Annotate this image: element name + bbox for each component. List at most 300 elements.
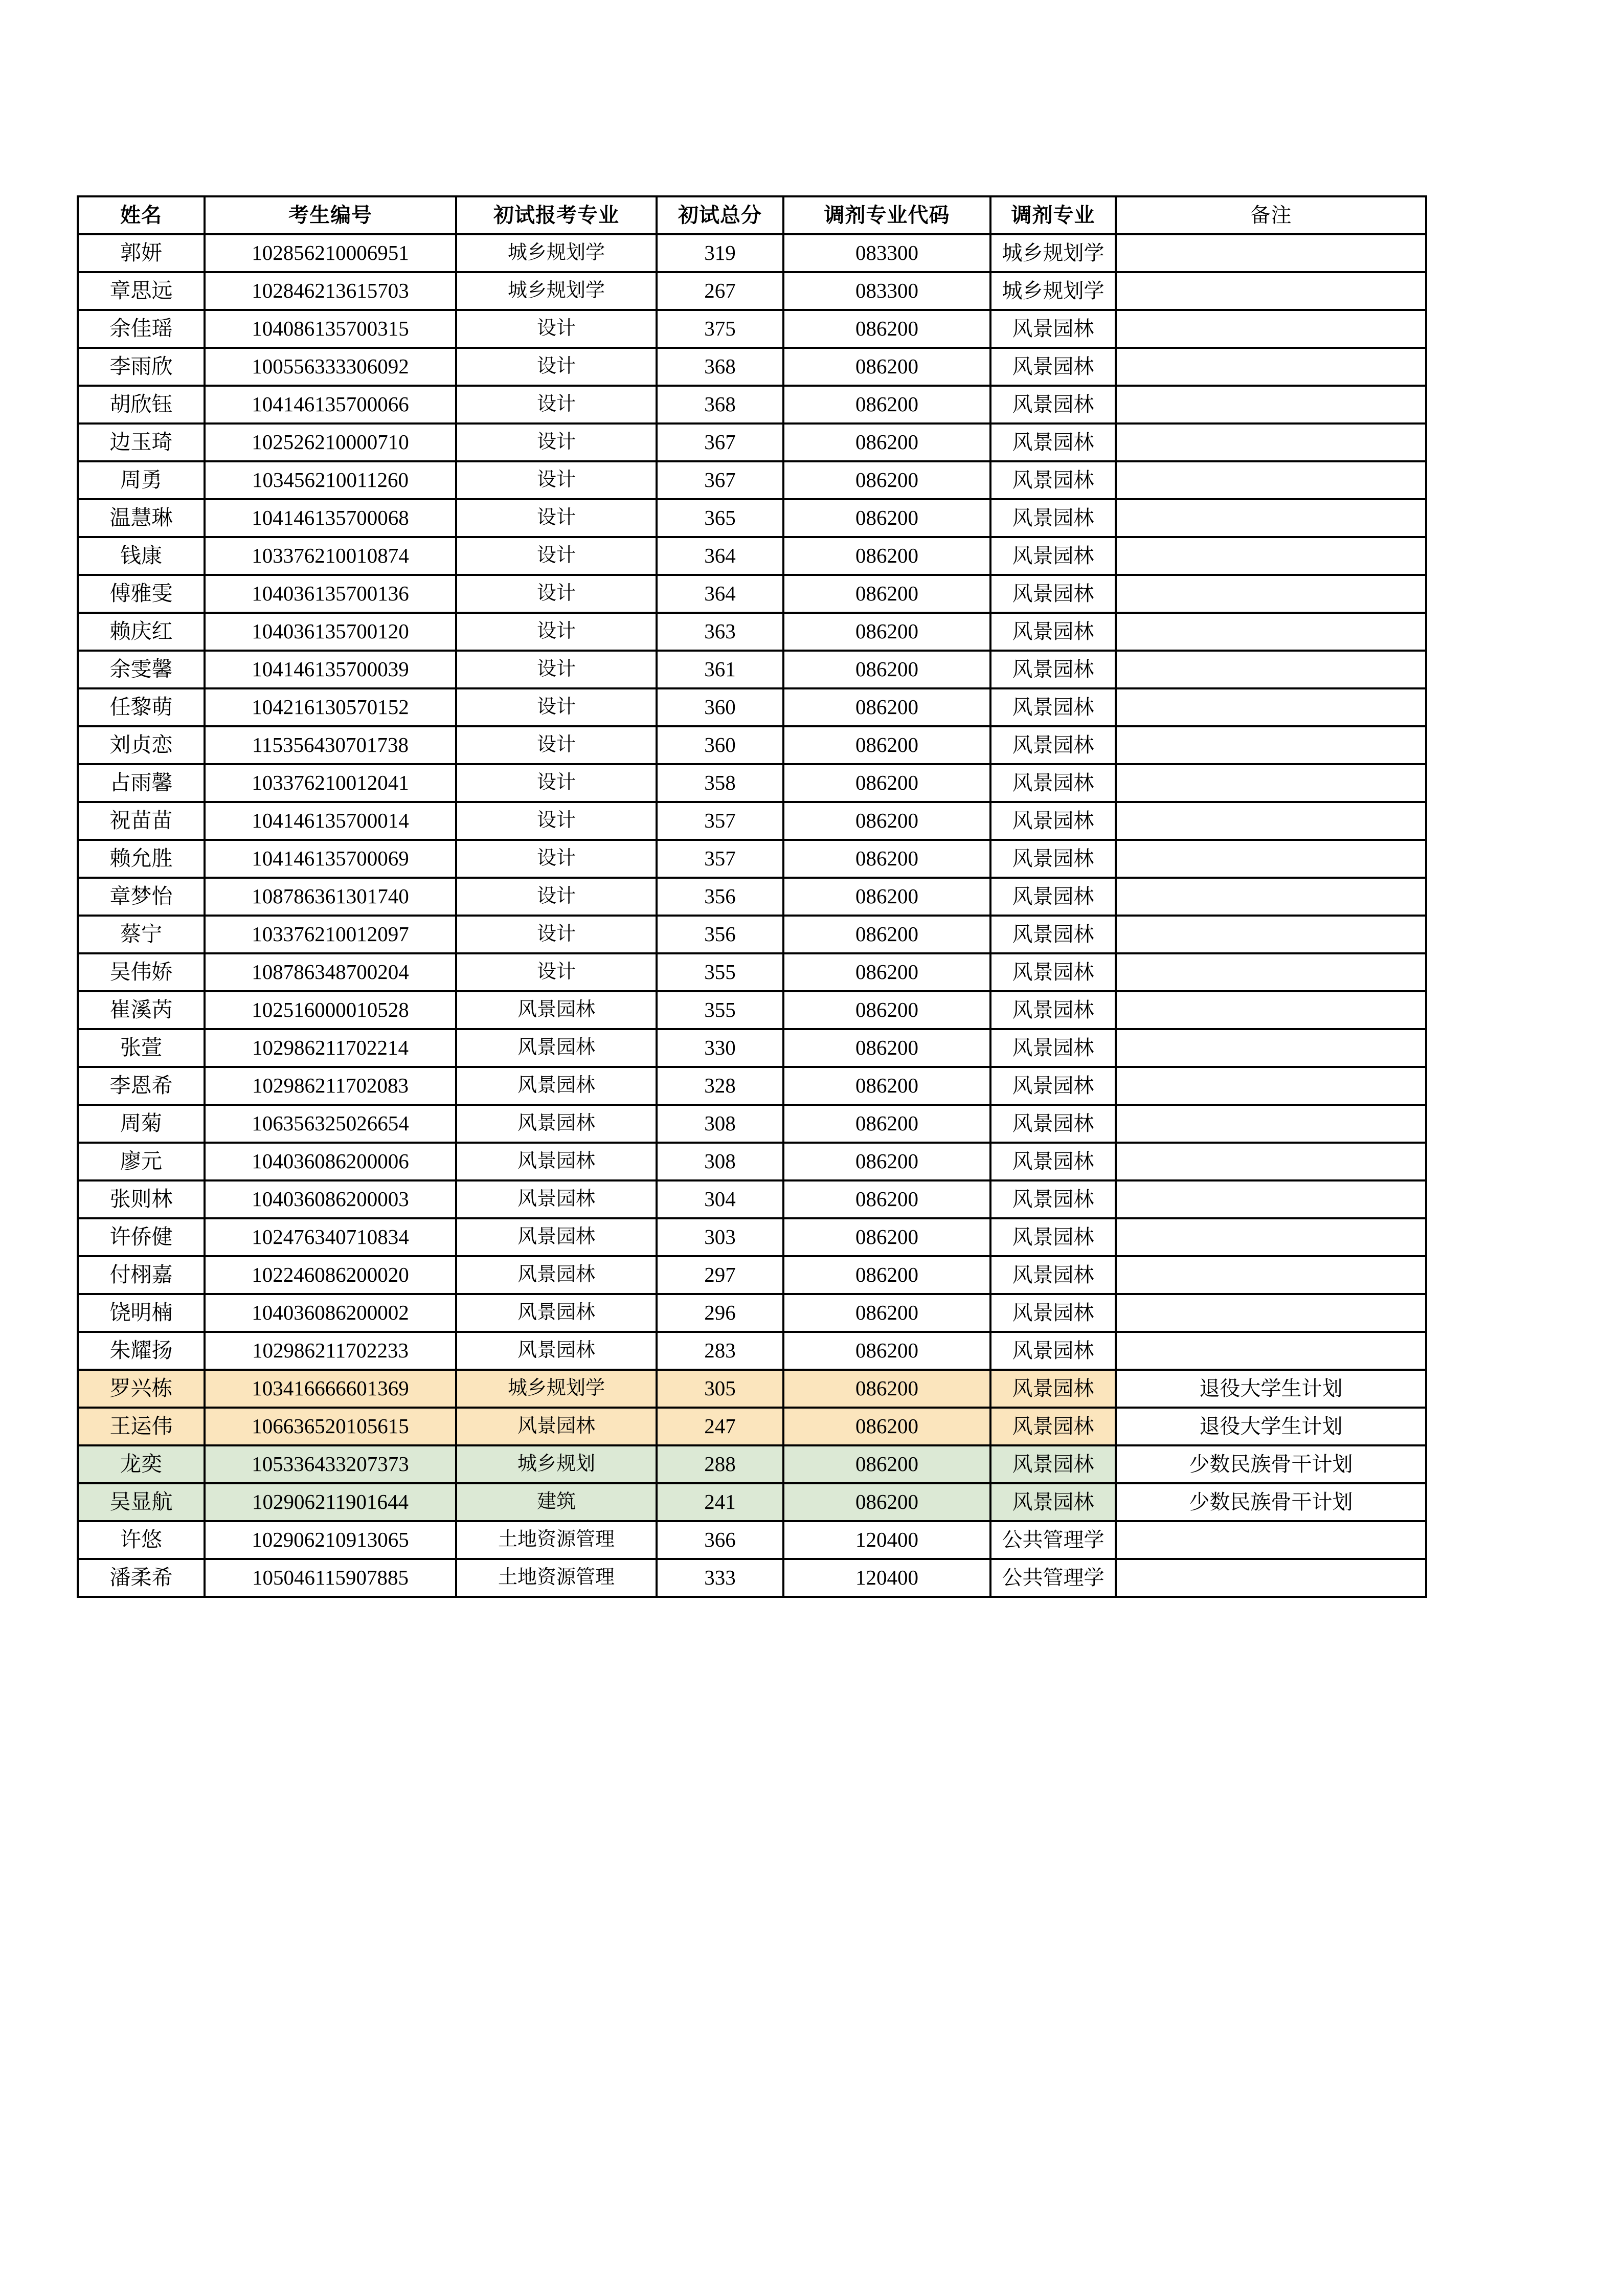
cell-major[interactable]: 城乡规划学 (456, 1370, 657, 1408)
cell-score[interactable]: 365 (657, 499, 783, 537)
cell-code[interactable]: 086200 (783, 1143, 990, 1180)
cell-code[interactable]: 086200 (783, 1445, 990, 1483)
cell-score[interactable]: 375 (657, 310, 783, 348)
cell-tmajor[interactable]: 风景园林 (990, 916, 1116, 953)
cell-name[interactable]: 傅雅雯 (78, 575, 205, 613)
cell-id[interactable]: 104036086200002 (205, 1294, 456, 1332)
cell-major[interactable]: 设计 (456, 310, 657, 348)
cell-code[interactable]: 086200 (783, 1218, 990, 1256)
cell-score[interactable]: 357 (657, 840, 783, 878)
cell-name[interactable]: 朱耀扬 (78, 1332, 205, 1370)
cell-score[interactable]: 297 (657, 1256, 783, 1294)
cell-remark[interactable] (1116, 1105, 1426, 1143)
cell-remark[interactable] (1116, 613, 1426, 651)
cell-major[interactable]: 风景园林 (456, 1256, 657, 1294)
cell-tmajor[interactable]: 风景园林 (990, 423, 1116, 461)
cell-id[interactable]: 102856210006951 (205, 234, 456, 272)
table-row[interactable] (78, 1180, 1426, 1218)
cell-remark[interactable] (1116, 499, 1426, 537)
table-row[interactable] (78, 991, 1426, 1029)
cell-code[interactable]: 086200 (783, 840, 990, 878)
cell-tmajor[interactable]: 风景园林 (990, 1180, 1116, 1218)
cell-id[interactable]: 106356325026654 (205, 1105, 456, 1143)
cell-code[interactable]: 086200 (783, 764, 990, 802)
table-row[interactable] (78, 1218, 1426, 1256)
cell-major[interactable]: 风景园林 (456, 1180, 657, 1218)
cell-name[interactable]: 吴显航 (78, 1483, 205, 1521)
cell-id[interactable]: 104036086200003 (205, 1180, 456, 1218)
cell-score[interactable]: 308 (657, 1143, 783, 1180)
cell-code[interactable]: 086200 (783, 1408, 990, 1445)
table-row[interactable] (78, 1521, 1426, 1559)
cell-tmajor[interactable]: 风景园林 (990, 1408, 1116, 1445)
cell-tmajor[interactable]: 风景园林 (990, 348, 1116, 386)
cell-major[interactable]: 风景园林 (456, 991, 657, 1029)
cell-remark[interactable] (1116, 953, 1426, 991)
cell-major[interactable]: 设计 (456, 726, 657, 764)
cell-major[interactable]: 风景园林 (456, 1105, 657, 1143)
cell-major[interactable]: 设计 (456, 386, 657, 423)
cell-id[interactable]: 104146135700069 (205, 840, 456, 878)
cell-code[interactable]: 086200 (783, 991, 990, 1029)
cell-score[interactable]: 296 (657, 1294, 783, 1332)
cell-tmajor[interactable]: 风景园林 (990, 688, 1116, 726)
cell-score[interactable]: 368 (657, 348, 783, 386)
cell-name[interactable]: 龙奕 (78, 1445, 205, 1483)
cell-tmajor[interactable]: 风景园林 (990, 1105, 1116, 1143)
cell-name[interactable]: 周勇 (78, 461, 205, 499)
cell-tmajor[interactable]: 风景园林 (990, 386, 1116, 423)
table-header (78, 196, 1426, 234)
cell-tmajor[interactable]: 风景园林 (990, 764, 1116, 802)
cell-id[interactable]: 104216130570152 (205, 688, 456, 726)
cell-code[interactable]: 086200 (783, 613, 990, 651)
cell-id[interactable]: 102906210913065 (205, 1521, 456, 1559)
cell-remark[interactable] (1116, 1180, 1426, 1218)
cell-major[interactable]: 风景园林 (456, 1408, 657, 1445)
cell-major[interactable]: 设计 (456, 613, 657, 651)
table-row[interactable] (78, 726, 1426, 764)
cell-name[interactable]: 张则林 (78, 1180, 205, 1218)
cell-name[interactable]: 吴伟娇 (78, 953, 205, 991)
cell-tmajor[interactable]: 风景园林 (990, 1483, 1116, 1521)
table-row[interactable] (78, 537, 1426, 575)
table-row[interactable] (78, 1559, 1426, 1597)
cell-id[interactable]: 108786348700204 (205, 953, 456, 991)
cell-id[interactable]: 105046115907885 (205, 1559, 456, 1597)
cell-tmajor[interactable]: 风景园林 (990, 726, 1116, 764)
table-row[interactable] (78, 688, 1426, 726)
cell-code[interactable]: 086200 (783, 1483, 990, 1521)
cell-code[interactable]: 086200 (783, 423, 990, 461)
cell-name[interactable]: 胡欣钰 (78, 386, 205, 423)
cell-tmajor[interactable]: 风景园林 (990, 537, 1116, 575)
cell-tmajor[interactable]: 风景园林 (990, 1256, 1116, 1294)
cell-name[interactable]: 周菊 (78, 1105, 205, 1143)
cell-code[interactable]: 086200 (783, 1294, 990, 1332)
cell-name[interactable]: 余雯馨 (78, 651, 205, 688)
cell-remark[interactable] (1116, 1521, 1426, 1559)
cell-remark[interactable] (1116, 1067, 1426, 1105)
table-row[interactable] (78, 234, 1426, 272)
cell-major[interactable]: 设计 (456, 423, 657, 461)
cell-tmajor[interactable]: 风景园林 (990, 1294, 1116, 1332)
cell-major[interactable]: 土地资源管理 (456, 1521, 657, 1559)
cell-code[interactable]: 120400 (783, 1559, 990, 1597)
table-row[interactable] (78, 1483, 1426, 1521)
cell-tmajor[interactable]: 风景园林 (990, 1218, 1116, 1256)
cell-score[interactable]: 308 (657, 1105, 783, 1143)
cell-major[interactable]: 风景园林 (456, 1294, 657, 1332)
cell-score[interactable]: 355 (657, 953, 783, 991)
cell-remark[interactable]: 少数民族骨干计划 (1116, 1483, 1426, 1521)
cell-id[interactable]: 102516000010528 (205, 991, 456, 1029)
cell-tmajor[interactable]: 城乡规划学 (990, 234, 1116, 272)
cell-tmajor[interactable]: 风景园林 (990, 1370, 1116, 1408)
cell-name[interactable]: 赖庆红 (78, 613, 205, 651)
table-row[interactable] (78, 461, 1426, 499)
cell-remark[interactable] (1116, 1029, 1426, 1067)
cell-remark[interactable] (1116, 423, 1426, 461)
cell-id[interactable]: 102986211702233 (205, 1332, 456, 1370)
cell-remark[interactable] (1116, 764, 1426, 802)
table-row[interactable] (78, 1408, 1426, 1445)
table-row[interactable] (78, 575, 1426, 613)
cell-code[interactable]: 086200 (783, 726, 990, 764)
cell-score[interactable]: 319 (657, 234, 783, 272)
cell-name[interactable]: 温慧琳 (78, 499, 205, 537)
cell-score[interactable]: 283 (657, 1332, 783, 1370)
cell-major[interactable]: 设计 (456, 802, 657, 840)
cell-id[interactable]: 103376210010874 (205, 537, 456, 575)
cell-code[interactable]: 086200 (783, 651, 990, 688)
cell-name[interactable]: 许侨健 (78, 1218, 205, 1256)
cell-id[interactable]: 102526210000710 (205, 423, 456, 461)
cell-remark[interactable] (1116, 840, 1426, 878)
cell-id[interactable]: 104036086200006 (205, 1143, 456, 1180)
cell-score[interactable]: 364 (657, 575, 783, 613)
cell-tmajor[interactable]: 风景园林 (990, 651, 1116, 688)
column-header-initial-major: 初试报考专业 (456, 196, 657, 234)
cell-code[interactable]: 086200 (783, 802, 990, 840)
table-row[interactable] (78, 1370, 1426, 1408)
cell-score[interactable]: 333 (657, 1559, 783, 1597)
table-row[interactable] (78, 613, 1426, 651)
cell-major[interactable]: 设计 (456, 688, 657, 726)
table-row[interactable] (78, 878, 1426, 916)
cell-score[interactable]: 366 (657, 1521, 783, 1559)
cell-id[interactable]: 102906211901644 (205, 1483, 456, 1521)
column-header-initial-total-score: 初试总分 (657, 196, 783, 234)
cell-name[interactable]: 余佳瑶 (78, 310, 205, 348)
cell-name[interactable]: 崔溪芮 (78, 991, 205, 1029)
cell-tmajor[interactable]: 风景园林 (990, 613, 1116, 651)
cell-name[interactable]: 边玉琦 (78, 423, 205, 461)
table-row[interactable] (78, 1294, 1426, 1332)
cell-name[interactable]: 许悠 (78, 1521, 205, 1559)
cell-name[interactable]: 占雨馨 (78, 764, 205, 802)
cell-tmajor[interactable]: 风景园林 (990, 1067, 1116, 1105)
cell-major[interactable]: 风景园林 (456, 1332, 657, 1370)
cell-code[interactable]: 086200 (783, 575, 990, 613)
cell-major[interactable]: 城乡规划学 (456, 234, 657, 272)
cell-code[interactable]: 086200 (783, 953, 990, 991)
cell-tmajor[interactable]: 风景园林 (990, 1143, 1116, 1180)
column-header-transfer-major-code: 调剂专业代码 (783, 196, 990, 234)
table-row[interactable] (78, 802, 1426, 840)
cell-id[interactable]: 103376210012097 (205, 916, 456, 953)
cell-id[interactable]: 115356430701738 (205, 726, 456, 764)
cell-remark[interactable] (1116, 878, 1426, 916)
cell-score[interactable]: 330 (657, 1029, 783, 1067)
cell-remark[interactable] (1116, 916, 1426, 953)
table-row[interactable] (78, 1029, 1426, 1067)
cell-name[interactable]: 钱康 (78, 537, 205, 575)
cell-tmajor[interactable]: 风景园林 (990, 499, 1116, 537)
cell-id[interactable]: 102846213615703 (205, 272, 456, 310)
cell-major[interactable]: 城乡规划 (456, 1445, 657, 1483)
cell-score[interactable]: 247 (657, 1408, 783, 1445)
cell-score[interactable]: 358 (657, 764, 783, 802)
cell-remark[interactable] (1116, 688, 1426, 726)
cell-name[interactable]: 郭妍 (78, 234, 205, 272)
cell-id[interactable]: 102476340710834 (205, 1218, 456, 1256)
cell-code[interactable]: 086200 (783, 688, 990, 726)
cell-major[interactable]: 设计 (456, 651, 657, 688)
cell-id[interactable]: 104146135700068 (205, 499, 456, 537)
cell-code[interactable]: 086200 (783, 1256, 990, 1294)
cell-major[interactable]: 设计 (456, 953, 657, 991)
cell-id[interactable]: 104146135700039 (205, 651, 456, 688)
cell-code[interactable]: 086200 (783, 386, 990, 423)
cell-name[interactable]: 刘贞恋 (78, 726, 205, 764)
cell-code[interactable]: 086200 (783, 348, 990, 386)
cell-remark[interactable] (1116, 1332, 1426, 1370)
table-row[interactable] (78, 1332, 1426, 1370)
cell-major[interactable]: 风景园林 (456, 1143, 657, 1180)
cell-tmajor[interactable]: 风景园林 (990, 461, 1116, 499)
cell-major[interactable]: 风景园林 (456, 1029, 657, 1067)
cell-name[interactable]: 饶明楠 (78, 1294, 205, 1332)
cell-remark[interactable]: 少数民族骨干计划 (1116, 1445, 1426, 1483)
cell-tmajor[interactable]: 风景园林 (990, 575, 1116, 613)
cell-id[interactable]: 104146135700014 (205, 802, 456, 840)
cell-score[interactable]: 305 (657, 1370, 783, 1408)
cell-major[interactable]: 设计 (456, 764, 657, 802)
cell-code[interactable]: 086200 (783, 1105, 990, 1143)
cell-tmajor[interactable]: 城乡规划学 (990, 272, 1116, 310)
table-row[interactable] (78, 423, 1426, 461)
cell-score[interactable]: 288 (657, 1445, 783, 1483)
cell-name[interactable]: 祝苗苗 (78, 802, 205, 840)
column-header-remark: 备注 (1116, 196, 1426, 234)
table-row[interactable] (78, 499, 1426, 537)
table-row[interactable] (78, 1445, 1426, 1483)
cell-id[interactable]: 106636520105615 (205, 1408, 456, 1445)
cell-id[interactable]: 104036135700120 (205, 613, 456, 651)
cell-code[interactable]: 086200 (783, 461, 990, 499)
cell-id[interactable]: 104146135700066 (205, 386, 456, 423)
cell-score[interactable]: 356 (657, 878, 783, 916)
cell-major[interactable]: 风景园林 (456, 1218, 657, 1256)
cell-id[interactable]: 108786361301740 (205, 878, 456, 916)
cell-id[interactable]: 105336433207373 (205, 1445, 456, 1483)
cell-score[interactable]: 304 (657, 1180, 783, 1218)
table-row[interactable] (78, 651, 1426, 688)
cell-remark[interactable] (1116, 348, 1426, 386)
cell-tmajor[interactable]: 风景园林 (990, 1029, 1116, 1067)
cell-tmajor[interactable]: 风景园林 (990, 878, 1116, 916)
cell-name[interactable]: 李恩希 (78, 1067, 205, 1105)
cell-id[interactable]: 102986211702083 (205, 1067, 456, 1105)
cell-score[interactable]: 367 (657, 461, 783, 499)
cell-score[interactable]: 303 (657, 1218, 783, 1256)
cell-code[interactable]: 086200 (783, 1029, 990, 1067)
cell-tmajor[interactable]: 风景园林 (990, 1445, 1116, 1483)
cell-tmajor[interactable]: 风景园林 (990, 840, 1116, 878)
cell-code[interactable]: 083300 (783, 272, 990, 310)
cell-name[interactable]: 张萱 (78, 1029, 205, 1067)
cell-score[interactable]: 355 (657, 991, 783, 1029)
cell-major[interactable]: 设计 (456, 840, 657, 878)
cell-remark[interactable] (1116, 802, 1426, 840)
table-row[interactable] (78, 386, 1426, 423)
cell-id[interactable]: 104036135700136 (205, 575, 456, 613)
cell-score[interactable]: 267 (657, 272, 783, 310)
cell-name[interactable]: 潘柔希 (78, 1559, 205, 1597)
table-row[interactable] (78, 840, 1426, 878)
cell-id[interactable]: 103376210012041 (205, 764, 456, 802)
cell-id[interactable]: 103456210011260 (205, 461, 456, 499)
table-row[interactable] (78, 1067, 1426, 1105)
cell-remark[interactable] (1116, 651, 1426, 688)
cell-major[interactable]: 设计 (456, 499, 657, 537)
cell-name[interactable]: 蔡宁 (78, 916, 205, 953)
cell-major[interactable]: 设计 (456, 878, 657, 916)
table-row[interactable] (78, 764, 1426, 802)
cell-code[interactable]: 086200 (783, 916, 990, 953)
cell-remark[interactable] (1116, 1218, 1426, 1256)
cell-remark[interactable] (1116, 537, 1426, 575)
cell-score[interactable]: 363 (657, 613, 783, 651)
cell-remark[interactable] (1116, 234, 1426, 272)
cell-remark[interactable]: 退役大学生计划 (1116, 1370, 1426, 1408)
cell-remark[interactable]: 退役大学生计划 (1116, 1408, 1426, 1445)
table-row[interactable] (78, 1105, 1426, 1143)
table-row[interactable] (78, 348, 1426, 386)
cell-id[interactable]: 102246086200020 (205, 1256, 456, 1294)
candidates-table (77, 195, 1427, 1598)
cell-score[interactable]: 328 (657, 1067, 783, 1105)
cell-remark[interactable] (1116, 310, 1426, 348)
cell-code[interactable]: 086200 (783, 537, 990, 575)
cell-code[interactable]: 086200 (783, 1370, 990, 1408)
cell-major[interactable]: 城乡规划学 (456, 272, 657, 310)
cell-name[interactable]: 任黎萌 (78, 688, 205, 726)
cell-name[interactable]: 章梦怡 (78, 878, 205, 916)
table-row[interactable] (78, 272, 1426, 310)
cell-name[interactable]: 章思远 (78, 272, 205, 310)
cell-major[interactable]: 设计 (456, 348, 657, 386)
table-body (78, 234, 1426, 1597)
cell-tmajor[interactable]: 风景园林 (990, 1332, 1116, 1370)
cell-name[interactable]: 赖允胜 (78, 840, 205, 878)
cell-remark[interactable] (1116, 1143, 1426, 1180)
table-row[interactable] (78, 1256, 1426, 1294)
cell-tmajor[interactable]: 风景园林 (990, 991, 1116, 1029)
cell-remark[interactable] (1116, 1256, 1426, 1294)
cell-tmajor[interactable]: 风景园林 (990, 802, 1116, 840)
cell-score[interactable]: 364 (657, 537, 783, 575)
cell-code[interactable]: 120400 (783, 1521, 990, 1559)
cell-id[interactable]: 104086135700315 (205, 310, 456, 348)
cell-code[interactable]: 086200 (783, 1067, 990, 1105)
cell-name[interactable]: 王运伟 (78, 1408, 205, 1445)
cell-score[interactable]: 357 (657, 802, 783, 840)
cell-id[interactable]: 103416666601369 (205, 1370, 456, 1408)
cell-score[interactable]: 360 (657, 726, 783, 764)
cell-score[interactable]: 367 (657, 423, 783, 461)
cell-score[interactable]: 356 (657, 916, 783, 953)
column-header-candidate-id: 考生编号 (205, 196, 456, 234)
cell-major[interactable]: 设计 (456, 461, 657, 499)
cell-score[interactable]: 368 (657, 386, 783, 423)
cell-score[interactable]: 360 (657, 688, 783, 726)
cell-score[interactable]: 241 (657, 1483, 783, 1521)
table-row[interactable] (78, 1143, 1426, 1180)
cell-code[interactable]: 086200 (783, 1180, 990, 1218)
spreadsheet-area (77, 195, 1425, 1598)
cell-code[interactable]: 086200 (783, 1332, 990, 1370)
column-header-name: 姓名 (78, 196, 205, 234)
cell-id[interactable]: 100556333306092 (205, 348, 456, 386)
cell-major[interactable]: 土地资源管理 (456, 1559, 657, 1597)
cell-code[interactable]: 083300 (783, 234, 990, 272)
cell-score[interactable]: 361 (657, 651, 783, 688)
cell-id[interactable]: 102986211702214 (205, 1029, 456, 1067)
cell-tmajor[interactable]: 公共管理学 (990, 1559, 1116, 1597)
cell-code[interactable]: 086200 (783, 499, 990, 537)
cell-remark[interactable] (1116, 461, 1426, 499)
cell-remark[interactable] (1116, 575, 1426, 613)
cell-name[interactable]: 付栩嘉 (78, 1256, 205, 1294)
cell-name[interactable]: 李雨欣 (78, 348, 205, 386)
cell-remark[interactable] (1116, 1559, 1426, 1597)
cell-name[interactable]: 廖元 (78, 1143, 205, 1180)
cell-remark[interactable] (1116, 726, 1426, 764)
cell-tmajor[interactable]: 公共管理学 (990, 1521, 1116, 1559)
cell-tmajor[interactable]: 风景园林 (990, 310, 1116, 348)
cell-remark[interactable] (1116, 991, 1426, 1029)
cell-major[interactable]: 建筑 (456, 1483, 657, 1521)
cell-remark[interactable] (1116, 272, 1426, 310)
table-row[interactable] (78, 916, 1426, 953)
table-row[interactable] (78, 310, 1426, 348)
cell-tmajor[interactable]: 风景园林 (990, 953, 1116, 991)
cell-code[interactable]: 086200 (783, 878, 990, 916)
cell-remark[interactable] (1116, 1294, 1426, 1332)
table-row[interactable] (78, 953, 1426, 991)
cell-major[interactable]: 设计 (456, 916, 657, 953)
header-row (78, 196, 1426, 234)
cell-remark[interactable] (1116, 386, 1426, 423)
column-header-transfer-major: 调剂专业 (990, 196, 1116, 234)
cell-name[interactable]: 罗兴栋 (78, 1370, 205, 1408)
cell-major[interactable]: 风景园林 (456, 1067, 657, 1105)
cell-code[interactable]: 086200 (783, 310, 990, 348)
cell-major[interactable]: 设计 (456, 537, 657, 575)
cell-major[interactable]: 设计 (456, 575, 657, 613)
